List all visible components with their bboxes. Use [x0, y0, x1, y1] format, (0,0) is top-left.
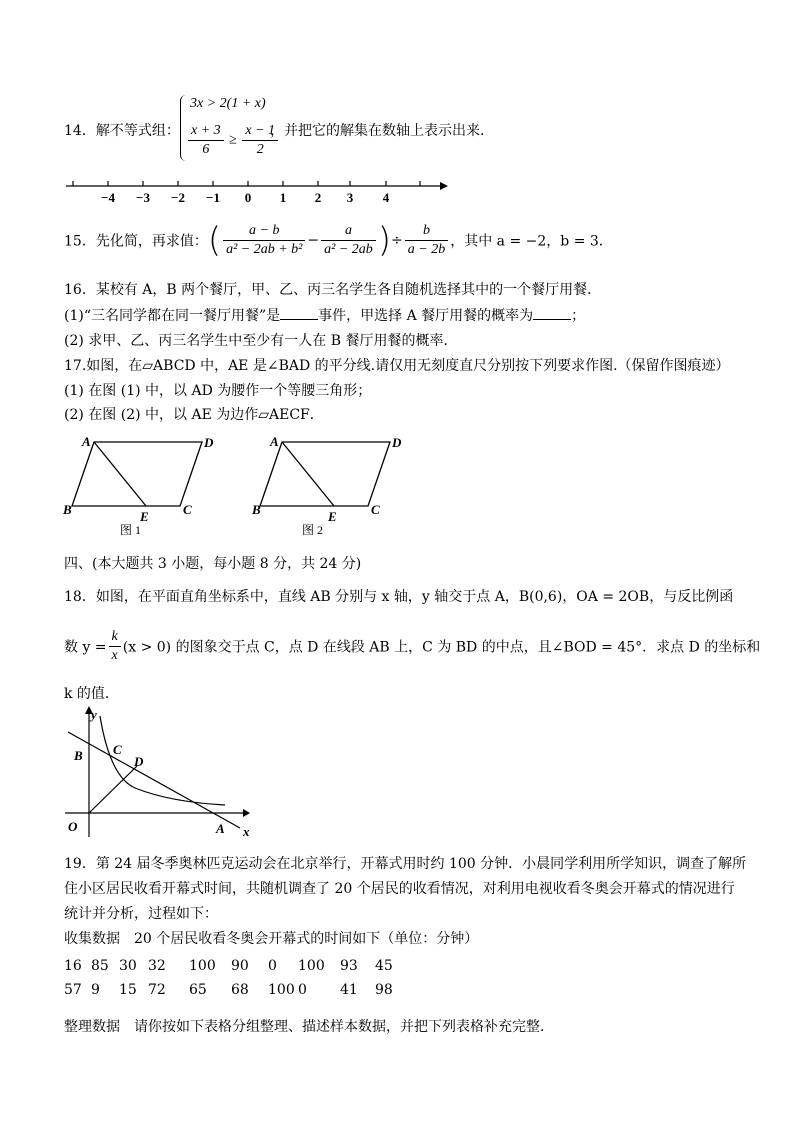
q18-figure [60, 702, 260, 842]
q18-line2a: 数 y = [64, 639, 107, 656]
q14-rhs-den: 2 [256, 142, 264, 157]
number-line-arrow [440, 182, 448, 190]
q15-div: ÷ [391, 232, 403, 249]
q15-rparen: ) [377, 220, 392, 261]
fig18-label-c: C [113, 742, 122, 757]
q15-tail: ，其中 a = −2，b = 3． [450, 233, 613, 250]
q19-line1: 19．第 24 届冬季奥林匹克运动会在北京举行，开幕式用时约 100 分钟．小晨同学利用所学知识，调查了解所 [64, 856, 747, 872]
q17-part1: (1) 在图 (1) 中，以 AD 为腰作一个等腰三角形； [64, 383, 372, 399]
q18-frac-den: x [111, 648, 118, 663]
q19-data-value: 15 [119, 982, 137, 998]
number-line-tick-label: −2 [171, 190, 185, 205]
q19-line3: 统计并分析，过程如下： [64, 906, 218, 922]
q19-data-value: 93 [340, 958, 358, 974]
q16-p1c: ； [571, 308, 586, 324]
q19-line2: 住小区居民收看开幕式时间，共随机调查了 20 个居民的收看情况，对利用电视收看冬奥会开幕式的情况进行 [64, 881, 735, 897]
fig18-segment-od [89, 766, 137, 813]
q16-part1 [64, 305, 585, 325]
section4-title: 四、(本大题共 3 小题，每小题 8 分，共 24 分) [64, 556, 362, 572]
q19-data-value: 57 [64, 982, 82, 998]
q15-f1-num: a − b [223, 222, 305, 241]
q19-collect: 收集数据 20 个居民收看冬奥会开幕式的时间如下（单位：分钟） [64, 931, 479, 947]
q14-ineq1: 3x > 2(1 + x) [190, 96, 266, 111]
fig18-label-o: O [68, 819, 78, 834]
fig2-label-e: E [328, 509, 337, 524]
fig2-segment-ae [282, 442, 334, 506]
fig18-label-y: y [91, 707, 97, 722]
q19-data-value: 41 [340, 982, 358, 998]
q19-data-value: 100 [189, 958, 216, 974]
q14-lhs-num: x + 3 [188, 122, 224, 141]
q19-data-value: 85 [91, 958, 109, 974]
fig18-x-arrow [243, 809, 250, 817]
fig2-label-d: D [392, 435, 402, 450]
q19-data-value: 90 [231, 958, 249, 974]
q17-part2: (2) 在图 (2) 中，以 AE 为边作▱AECF． [64, 407, 324, 423]
q19-data-value: 9 [91, 982, 100, 998]
q17-figure-1 [60, 430, 250, 540]
q15 [64, 222, 613, 259]
q19-data-value: 45 [375, 958, 393, 974]
fig1-caption: 图 1 [120, 523, 142, 537]
q15-f3-den: a − 2b [407, 242, 446, 257]
number-line-tick-label: 3 [346, 190, 354, 205]
q19-data-row1 [64, 958, 405, 974]
fig1-segment-ae [94, 442, 146, 506]
q19-data-value: 16 [64, 958, 82, 974]
q16-blank2 [533, 307, 571, 320]
q19-data-value: 72 [148, 982, 166, 998]
q16-p1b: 事件，甲选择 A 餐厅用餐的概率为 [318, 308, 534, 324]
fig1-label-a: A [82, 434, 91, 449]
q19-data-value: 100 [268, 982, 295, 998]
q15-f2-den: a² − 2ab [324, 242, 373, 257]
number-line [60, 176, 450, 206]
fig2-label-c: C [371, 502, 380, 517]
q15-lparen: ( [207, 220, 222, 261]
q16-p1a: (1)“三名同学都在同一餐厅用餐”是 [64, 308, 281, 324]
q18-line1: 18．如图，在平面直角坐标系中，直线 AB 分别与 x 轴，y 轴交于点 A，B(0,6)，OA = 2OB，与反比例函 [64, 589, 734, 605]
q14-label: 14．解不等式组： [64, 123, 180, 139]
q15-f3-num: b [405, 222, 448, 241]
fig1-label-e: E [140, 509, 149, 524]
q16-part2: (2) 求甲、乙、丙三名学生中至少有一人在 B 餐厅用餐的概率． [64, 333, 458, 349]
q19-data-value: 68 [231, 982, 249, 998]
fig18-label-x: x [243, 824, 250, 839]
fig1-label-d: D [204, 435, 214, 450]
fig18-label-d: D [134, 754, 144, 769]
q19-data-value: 30 [119, 958, 137, 974]
q19-data-value: 0 [268, 958, 277, 974]
q15-f2-num: a [321, 222, 376, 241]
q19-data-value: 98 [375, 982, 393, 998]
q14-op: ≥ [229, 132, 237, 148]
q17-stem: 17.如图，在▱ABCD 中，AE 是∠BAD 的平分线.请仅用无刻度直尺分别按下列要求作图.（保留作图痕迹） [64, 358, 730, 374]
number-line-tick-label: 1 [279, 190, 287, 205]
q19-data-value: 65 [189, 982, 207, 998]
fig2-caption: 图 2 [302, 523, 324, 537]
fig1-label-c: C [183, 502, 192, 517]
q15-minus: − [307, 232, 320, 249]
q18-line3: k 的值． [64, 686, 119, 702]
q16-stem: 16．某校有 A，B 两个餐厅，甲、乙、丙三名学生各自随机选择其中的一个餐厅用餐． [64, 282, 602, 298]
fig2-label-b: B [252, 502, 261, 517]
fig2-parallelogram [260, 442, 390, 506]
number-line-tick-label: 2 [314, 190, 322, 205]
q15-f1-den: a² − 2ab + b² [226, 242, 303, 257]
number-line-tick-label: −3 [136, 190, 150, 205]
q19-organize: 整理数据 请你按如下表格分组整理、描述样本数据，并把下列表格补充完整． [64, 1019, 554, 1035]
q14-tail: ，并把它的解集在数轴上表示出来． [270, 123, 494, 139]
number-line-tick-label: 4 [382, 190, 390, 205]
q15-label: 15．先化简，再求值： [64, 233, 208, 250]
q14-rhs-num: x − 1 [242, 122, 278, 141]
fig18-label-b: B [74, 748, 83, 763]
q16-blank1 [280, 307, 318, 320]
fig1-parallelogram [72, 442, 202, 506]
number-line-tick-label: 0 [244, 190, 252, 205]
q14-lhs-den: 6 [202, 142, 210, 157]
q18-frac-num: k [109, 628, 121, 647]
q14-ineq2 [186, 122, 280, 159]
q19-data-row2 [64, 982, 405, 998]
q17-figure-2 [250, 430, 440, 540]
fig2-label-a: A [270, 434, 279, 449]
q19-data-value: 0 [298, 982, 307, 998]
q19-data-value: 100 [298, 958, 325, 974]
q18-line2b: (x > 0) 的图象交于点 C，点 D 在线段 AB 上，C 为 BD 的中点，且∠BOD = 45°．求点 D 的坐标和 [122, 639, 761, 656]
number-line-tick-label: −1 [206, 190, 220, 205]
fig18-label-a: A [216, 821, 225, 836]
number-line-tick-label: −4 [101, 190, 115, 205]
q19-data-value: 32 [148, 958, 166, 974]
q18-line2 [64, 628, 760, 665]
fig1-label-b: B [63, 502, 72, 517]
